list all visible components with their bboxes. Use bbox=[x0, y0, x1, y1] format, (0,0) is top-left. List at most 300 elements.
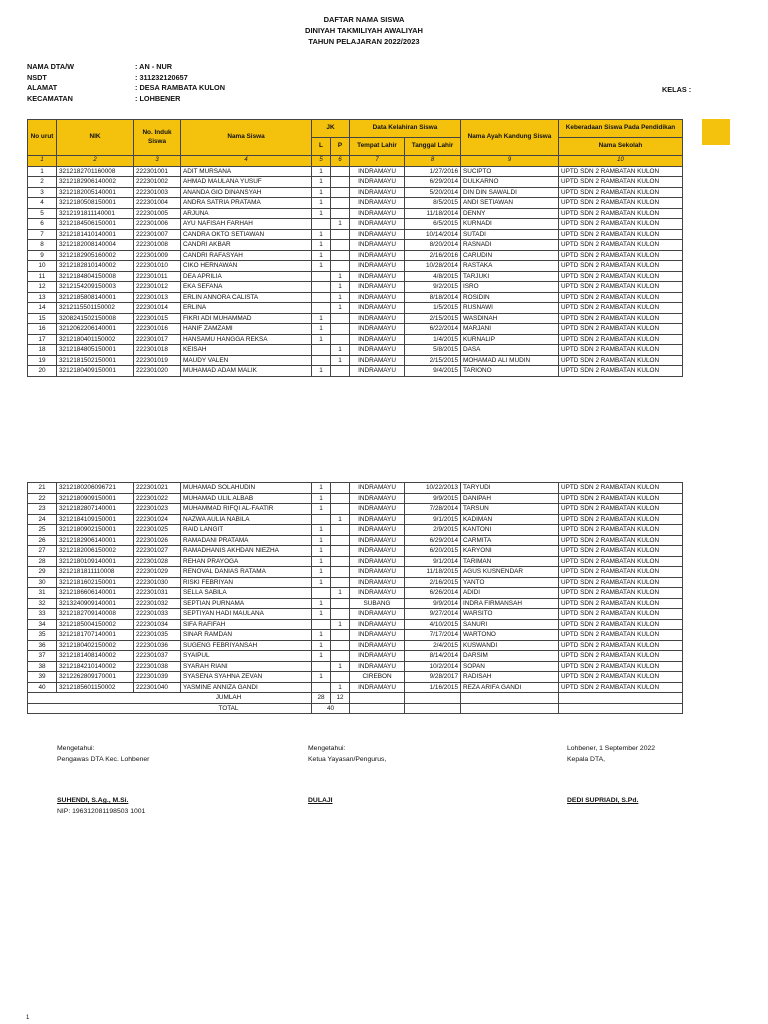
row-nik: 3212181410140001 bbox=[57, 229, 134, 240]
row-nama: RENOVAL DANIAS RATAMA bbox=[181, 567, 312, 578]
student-table-1 bbox=[27, 119, 683, 377]
row-nik: 3212182807140001 bbox=[57, 504, 134, 515]
jumlah-row bbox=[28, 693, 683, 704]
row-nik: 3212180401150002 bbox=[57, 334, 134, 345]
row-p bbox=[331, 546, 350, 557]
table-row bbox=[28, 682, 683, 693]
row-tempat: INDRAMAYU bbox=[350, 609, 405, 620]
row-l: 1 bbox=[312, 598, 331, 609]
row-p bbox=[331, 198, 350, 209]
row-l: 1 bbox=[312, 240, 331, 251]
row-p bbox=[331, 313, 350, 324]
row-nik: 3208241502150008 bbox=[57, 313, 134, 324]
row-p bbox=[331, 229, 350, 240]
row-sekolah: UPTD SDN 2 RAMBATAN KULON bbox=[559, 556, 683, 567]
row-nama: MUHAMAD ADAM MALIK bbox=[181, 366, 312, 377]
row-tanggal: 11/18/2015 bbox=[405, 567, 461, 578]
row-number: 8 bbox=[28, 240, 57, 251]
row-l bbox=[312, 303, 331, 314]
row-sekolah: UPTD SDN 2 RAMBATAN KULON bbox=[559, 672, 683, 683]
row-induk: 222301011 bbox=[134, 271, 181, 282]
row-induk: 222301018 bbox=[134, 345, 181, 356]
row-number: 7 bbox=[28, 229, 57, 240]
row-tanggal: 2/16/2015 bbox=[405, 577, 461, 588]
table-row bbox=[28, 619, 683, 630]
table-row bbox=[28, 577, 683, 588]
row-nik: 3212181602150001 bbox=[57, 577, 134, 588]
table-row bbox=[28, 261, 683, 272]
row-p bbox=[331, 640, 350, 651]
row-tanggal: 2/15/2015 bbox=[405, 313, 461, 324]
row-nama: ERLINA bbox=[181, 303, 312, 314]
row-tanggal: 1/27/2016 bbox=[405, 166, 461, 177]
row-induk: 222301020 bbox=[134, 366, 181, 377]
row-number: 10 bbox=[28, 261, 57, 272]
row-induk: 222301012 bbox=[134, 282, 181, 293]
info-label: NAMA DTA/W bbox=[27, 62, 75, 71]
row-nik: 3212182005140001 bbox=[57, 187, 134, 198]
row-ayah: SUCIPTO bbox=[461, 166, 559, 177]
row-induk: 222301031 bbox=[134, 588, 181, 599]
row-tanggal: 4/10/2015 bbox=[405, 619, 461, 630]
row-induk: 222301039 bbox=[134, 672, 181, 683]
row-tanggal: 9/28/2017 bbox=[405, 672, 461, 683]
row-sekolah: UPTD SDN 2 RAMBATAN KULON bbox=[559, 525, 683, 536]
row-nama: RAMADHANIS AKHDAN NIEZHA bbox=[181, 546, 312, 557]
row-nama: MUHAMAD SOLAHUDIN bbox=[181, 483, 312, 494]
row-nik: 3212184506150001 bbox=[57, 219, 134, 230]
row-p: 1 bbox=[331, 588, 350, 599]
row-tanggal: 6/29/2014 bbox=[405, 535, 461, 546]
row-ayah: AGUS KUSNENDAR bbox=[461, 567, 559, 578]
table-row bbox=[28, 672, 683, 683]
row-tanggal: 10/22/2013 bbox=[405, 483, 461, 494]
column-number-row bbox=[28, 156, 683, 167]
sign-left-line1: Mengetahui: bbox=[57, 745, 95, 752]
row-number: 37 bbox=[28, 651, 57, 662]
row-tanggal: 9/27/2014 bbox=[405, 609, 461, 620]
student-table-2 bbox=[27, 482, 683, 714]
header-no: No urut bbox=[28, 120, 57, 156]
row-ayah: ISRO bbox=[461, 282, 559, 293]
header-tempat: Tempat Lahir bbox=[350, 138, 405, 156]
row-sekolah: UPTD SDN 2 RAMBATAN KULON bbox=[559, 546, 683, 557]
row-ayah: RASTAKA bbox=[461, 261, 559, 272]
row-tempat: INDRAMAYU bbox=[350, 619, 405, 630]
row-sekolah: UPTD SDN 2 RAMBATAN KULON bbox=[559, 261, 683, 272]
row-l bbox=[312, 682, 331, 693]
column-number: 1 bbox=[28, 156, 57, 167]
row-l bbox=[312, 588, 331, 599]
table-row bbox=[28, 598, 683, 609]
row-nama: FIKRI ADI MUHAMMAD bbox=[181, 313, 312, 324]
row-sekolah: UPTD SDN 2 RAMBATAN KULON bbox=[559, 366, 683, 377]
row-l: 1 bbox=[312, 504, 331, 515]
row-nama: ANANDA GIO DINANSYAH bbox=[181, 187, 312, 198]
row-sekolah: UPTD SDN 2 RAMBATAN KULON bbox=[559, 166, 683, 177]
row-nik: 3212182008140004 bbox=[57, 240, 134, 251]
column-number: 4 bbox=[181, 156, 312, 167]
row-l: 1 bbox=[312, 651, 331, 662]
row-nik: 3212182709140008 bbox=[57, 609, 134, 620]
row-tempat: INDRAMAYU bbox=[350, 546, 405, 557]
row-nama: HANIF ZAMZAMI bbox=[181, 324, 312, 335]
table-row bbox=[28, 324, 683, 335]
row-induk: 222301025 bbox=[134, 525, 181, 536]
table-row bbox=[28, 187, 683, 198]
row-nik: 3212182906140001 bbox=[57, 535, 134, 546]
table-row bbox=[28, 355, 683, 366]
row-sekolah: UPTD SDN 2 RAMBATAN KULON bbox=[559, 577, 683, 588]
row-tanggal: 9/2/2015 bbox=[405, 282, 461, 293]
row-induk: 222301014 bbox=[134, 303, 181, 314]
row-nama: MUHAMMAD RIFQI AL-FAATIR bbox=[181, 504, 312, 515]
row-tempat: INDRAMAYU bbox=[350, 208, 405, 219]
row-tanggal: 9/4/2015 bbox=[405, 366, 461, 377]
row-nama: RISKI FEBRIYAN bbox=[181, 577, 312, 588]
row-l: 1 bbox=[312, 198, 331, 209]
row-nama: ADIT MURSANA bbox=[181, 166, 312, 177]
row-number: 40 bbox=[28, 682, 57, 693]
table-row bbox=[28, 588, 683, 599]
row-number: 12 bbox=[28, 282, 57, 293]
sign-left-line2: Pengawas DTA Kec. Lohbener bbox=[57, 756, 150, 763]
document-title bbox=[0, 14, 768, 47]
sign-left-name: SUHENDI, S.Ag., M.Si. bbox=[57, 797, 129, 804]
row-l bbox=[312, 661, 331, 672]
row-ayah: TARSUN bbox=[461, 504, 559, 515]
jumlah-p: 12 bbox=[331, 693, 350, 704]
row-sekolah: UPTD SDN 2 RAMBATAN KULON bbox=[559, 250, 683, 261]
row-nama: HANSAMU HANGGA REKSA bbox=[181, 334, 312, 345]
row-number: 35 bbox=[28, 630, 57, 641]
row-ayah: DENNY bbox=[461, 208, 559, 219]
row-induk: 222301024 bbox=[134, 514, 181, 525]
row-p bbox=[331, 366, 350, 377]
row-tempat: INDRAMAYU bbox=[350, 229, 405, 240]
row-nik: 3213240909140001 bbox=[57, 598, 134, 609]
header-tanggal: Tanggal Lahir bbox=[405, 138, 461, 156]
row-induk: 222301029 bbox=[134, 567, 181, 578]
row-sekolah: UPTD SDN 2 RAMBATAN KULON bbox=[559, 229, 683, 240]
row-induk: 222301022 bbox=[134, 493, 181, 504]
row-tempat: CIREBON bbox=[350, 672, 405, 683]
row-l: 1 bbox=[312, 525, 331, 536]
row-tanggal: 10/14/2014 bbox=[405, 229, 461, 240]
row-induk: 222301030 bbox=[134, 577, 181, 588]
row-induk: 222301023 bbox=[134, 504, 181, 515]
row-nik: 3212184805150001 bbox=[57, 345, 134, 356]
table-row bbox=[28, 208, 683, 219]
table-row bbox=[28, 640, 683, 651]
row-number: 31 bbox=[28, 588, 57, 599]
row-tanggal: 9/9/2015 bbox=[405, 493, 461, 504]
row-sekolah: UPTD SDN 2 RAMBATAN KULON bbox=[559, 619, 683, 630]
title-line-2: DINIYAH TAKMILIYAH AWALIYAH bbox=[305, 26, 423, 35]
row-ayah: WARSITO bbox=[461, 609, 559, 620]
row-tanggal: 6/26/2014 bbox=[405, 588, 461, 599]
row-number: 15 bbox=[28, 313, 57, 324]
row-nama: RAMADANI PRATAMA bbox=[181, 535, 312, 546]
row-l: 1 bbox=[312, 366, 331, 377]
row-nik: 3212182905160002 bbox=[57, 250, 134, 261]
row-tempat: INDRAMAYU bbox=[350, 334, 405, 345]
row-l bbox=[312, 271, 331, 282]
row-tempat: INDRAMAYU bbox=[350, 483, 405, 494]
info-label: NSDT bbox=[27, 72, 47, 82]
row-l: 1 bbox=[312, 546, 331, 557]
row-l: 1 bbox=[312, 261, 331, 272]
row-tempat: INDRAMAYU bbox=[350, 630, 405, 641]
row-p bbox=[331, 493, 350, 504]
row-l: 1 bbox=[312, 556, 331, 567]
table-row bbox=[28, 366, 683, 377]
row-nama: SYARAH RIANI bbox=[181, 661, 312, 672]
school-info bbox=[27, 62, 225, 104]
row-induk: 222301010 bbox=[134, 261, 181, 272]
sign-right-name: DEDI SUPRIADI, S.Pd. bbox=[567, 797, 639, 804]
row-induk: 222301032 bbox=[134, 598, 181, 609]
row-tanggal: 10/2/2014 bbox=[405, 661, 461, 672]
row-p bbox=[331, 250, 350, 261]
row-induk: 222301021 bbox=[134, 483, 181, 494]
row-number: 1 bbox=[28, 166, 57, 177]
row-p bbox=[331, 598, 350, 609]
row-nama: MUHAMAD ULIL ALBAB bbox=[181, 493, 312, 504]
row-ayah: TARIONO bbox=[461, 366, 559, 377]
sign-right-line2: Kepala DTA, bbox=[567, 756, 606, 763]
row-nama: SYAIPUL bbox=[181, 651, 312, 662]
row-p bbox=[331, 672, 350, 683]
row-nama: YASMINE ANNIZA GANDI bbox=[181, 682, 312, 693]
row-sekolah: UPTD SDN 2 RAMBATAN KULON bbox=[559, 292, 683, 303]
row-p bbox=[331, 535, 350, 546]
row-p: 1 bbox=[331, 682, 350, 693]
info-label: KECAMATAN bbox=[27, 93, 73, 103]
row-tempat: INDRAMAYU bbox=[350, 177, 405, 188]
row-induk: 222301036 bbox=[134, 640, 181, 651]
row-tanggal: 6/29/2014 bbox=[405, 177, 461, 188]
row-tanggal: 8/5/2015 bbox=[405, 198, 461, 209]
row-tempat: INDRAMAYU bbox=[350, 682, 405, 693]
row-tempat: INDRAMAYU bbox=[350, 240, 405, 251]
header-nik: NIK bbox=[57, 120, 134, 156]
column-number: 7 bbox=[350, 156, 405, 167]
row-nik: 3212182810140002 bbox=[57, 261, 134, 272]
row-number: 36 bbox=[28, 640, 57, 651]
row-tempat: INDRAMAYU bbox=[350, 366, 405, 377]
row-nama: ERLIN ANNORA CALISTA bbox=[181, 292, 312, 303]
row-nama: REHAN PRAYOGA bbox=[181, 556, 312, 567]
row-tanggal: 11/18/2014 bbox=[405, 208, 461, 219]
row-tanggal: 2/15/2015 bbox=[405, 355, 461, 366]
row-sekolah: UPTD SDN 2 RAMBATAN KULON bbox=[559, 493, 683, 504]
row-l bbox=[312, 292, 331, 303]
row-p bbox=[331, 577, 350, 588]
row-tempat: INDRAMAYU bbox=[350, 324, 405, 335]
row-tempat: INDRAMAYU bbox=[350, 567, 405, 578]
row-tempat: INDRAMAYU bbox=[350, 282, 405, 293]
row-tempat: INDRAMAYU bbox=[350, 303, 405, 314]
row-tempat: INDRAMAYU bbox=[350, 198, 405, 209]
row-sekolah: UPTD SDN 2 RAMBATAN KULON bbox=[559, 324, 683, 335]
row-number: 30 bbox=[28, 577, 57, 588]
row-l: 1 bbox=[312, 166, 331, 177]
sign-mid-name: DULAJI bbox=[308, 797, 333, 804]
row-number: 18 bbox=[28, 345, 57, 356]
row-number: 9 bbox=[28, 250, 57, 261]
row-induk: 222301035 bbox=[134, 630, 181, 641]
row-tempat: INDRAMAYU bbox=[350, 577, 405, 588]
row-tempat: INDRAMAYU bbox=[350, 261, 405, 272]
row-p bbox=[331, 208, 350, 219]
table-row bbox=[28, 525, 683, 536]
row-number: 2 bbox=[28, 177, 57, 188]
row-tempat: INDRAMAYU bbox=[350, 640, 405, 651]
row-p: 1 bbox=[331, 355, 350, 366]
row-sekolah: UPTD SDN 2 RAMBATAN KULON bbox=[559, 661, 683, 672]
header-induk: No. Induk Siswa bbox=[134, 120, 181, 156]
sign-mid-line1: Mengetahui: bbox=[308, 745, 346, 752]
row-tanggal: 1/4/2015 bbox=[405, 334, 461, 345]
column-number: 6 bbox=[331, 156, 350, 167]
row-tempat: INDRAMAYU bbox=[350, 493, 405, 504]
row-induk: 222301026 bbox=[134, 535, 181, 546]
row-l bbox=[312, 282, 331, 293]
row-number: 23 bbox=[28, 504, 57, 515]
row-p bbox=[331, 504, 350, 515]
row-sekolah: UPTD SDN 2 RAMBATAN KULON bbox=[559, 514, 683, 525]
row-nama: SEPTIYAN HADI MAULANA bbox=[181, 609, 312, 620]
row-induk: 222301038 bbox=[134, 661, 181, 672]
row-tempat: INDRAMAYU bbox=[350, 292, 405, 303]
row-tanggal: 2/9/2015 bbox=[405, 525, 461, 536]
row-tempat: INDRAMAYU bbox=[350, 355, 405, 366]
row-sekolah: UPTD SDN 2 RAMBATAN KULON bbox=[559, 504, 683, 515]
row-sekolah: UPTD SDN 2 RAMBATAN KULON bbox=[559, 240, 683, 251]
row-nama: ARJUNA bbox=[181, 208, 312, 219]
row-nik: 3212180902150001 bbox=[57, 525, 134, 536]
row-number: 38 bbox=[28, 661, 57, 672]
row-nama: SINAR RAMDAN bbox=[181, 630, 312, 641]
row-p bbox=[331, 483, 350, 494]
row-ayah: REZA ARIFA GANDI bbox=[461, 682, 559, 693]
row-induk: 222301004 bbox=[134, 198, 181, 209]
row-ayah: ADIDI bbox=[461, 588, 559, 599]
row-l bbox=[312, 514, 331, 525]
column-number: 9 bbox=[461, 156, 559, 167]
column-number: 2 bbox=[57, 156, 134, 167]
row-ayah: ANDI SETIAWAN bbox=[461, 198, 559, 209]
row-sekolah: UPTD SDN 2 RAMBATAN KULON bbox=[559, 282, 683, 293]
row-p bbox=[331, 525, 350, 536]
row-p bbox=[331, 177, 350, 188]
row-l bbox=[312, 619, 331, 630]
header-kelahiran: Data Kelahiran Siswa bbox=[350, 120, 461, 138]
row-number: 32 bbox=[28, 598, 57, 609]
row-induk: 222301019 bbox=[134, 355, 181, 366]
row-induk: 222301006 bbox=[134, 219, 181, 230]
row-p bbox=[331, 166, 350, 177]
row-tempat: INDRAMAYU bbox=[350, 271, 405, 282]
row-l: 1 bbox=[312, 324, 331, 335]
row-nama: SIFA RAFIFAH bbox=[181, 619, 312, 630]
row-nama: ANDRA SATRIA PRATAMA bbox=[181, 198, 312, 209]
row-l: 1 bbox=[312, 483, 331, 494]
table-row bbox=[28, 651, 683, 662]
row-number: 24 bbox=[28, 514, 57, 525]
row-ayah: DARSIM bbox=[461, 651, 559, 662]
row-tanggal: 7/28/2014 bbox=[405, 504, 461, 515]
row-induk: 222301003 bbox=[134, 187, 181, 198]
row-nama: CANDRI RAFASYAH bbox=[181, 250, 312, 261]
row-induk: 222301016 bbox=[134, 324, 181, 335]
row-sekolah: UPTD SDN 2 RAMBATAN KULON bbox=[559, 177, 683, 188]
info-value: : DESA RAMBATA KULON bbox=[135, 83, 225, 92]
row-sekolah: UPTD SDN 2 RAMBATAN KULON bbox=[559, 271, 683, 282]
row-ayah: TARIMAN bbox=[461, 556, 559, 567]
row-ayah: INDRA FIRMANSAH bbox=[461, 598, 559, 609]
table-row bbox=[28, 166, 683, 177]
column-number: 5 bbox=[312, 156, 331, 167]
row-l: 1 bbox=[312, 567, 331, 578]
info-value: : AN - NUR bbox=[135, 62, 173, 71]
sign-right-line1: Lohbener, 1 September 2022 bbox=[567, 745, 656, 752]
header-jk: JK bbox=[312, 120, 350, 138]
table-body-1 bbox=[28, 166, 683, 376]
row-nama: SYASENA SYAHNA ZEVAN bbox=[181, 672, 312, 683]
row-nik: 3212185004150002 bbox=[57, 619, 134, 630]
row-tempat: INDRAMAYU bbox=[350, 525, 405, 536]
row-ayah: SUTADI bbox=[461, 229, 559, 240]
row-tempat: INDRAMAYU bbox=[350, 661, 405, 672]
row-l bbox=[312, 355, 331, 366]
table-row bbox=[28, 345, 683, 356]
row-l: 1 bbox=[312, 250, 331, 261]
row-p: 1 bbox=[331, 514, 350, 525]
row-ayah: KUSWANDI bbox=[461, 640, 559, 651]
row-p: 1 bbox=[331, 271, 350, 282]
row-sekolah: UPTD SDN 2 RAMBATAN KULON bbox=[559, 535, 683, 546]
row-l: 1 bbox=[312, 577, 331, 588]
signature-left bbox=[57, 743, 149, 817]
row-induk: 222301013 bbox=[134, 292, 181, 303]
row-l: 1 bbox=[312, 609, 331, 620]
row-tempat: INDRAMAYU bbox=[350, 166, 405, 177]
row-sekolah: UPTD SDN 2 RAMBATAN KULON bbox=[559, 355, 683, 366]
table-row bbox=[28, 198, 683, 209]
row-number: 13 bbox=[28, 292, 57, 303]
row-tanggal: 8/18/2014 bbox=[405, 292, 461, 303]
jumlah-label: JUMLAH bbox=[28, 693, 312, 704]
row-number: 28 bbox=[28, 556, 57, 567]
row-tanggal: 5/8/2015 bbox=[405, 345, 461, 356]
row-tanggal: 1/16/2015 bbox=[405, 682, 461, 693]
total-row bbox=[28, 703, 683, 714]
row-nama: CANDRI AKBAR bbox=[181, 240, 312, 251]
row-ayah: CARUDIN bbox=[461, 250, 559, 261]
row-sekolah: UPTD SDN 2 RAMBATAN KULON bbox=[559, 630, 683, 641]
row-nama: KEISAH bbox=[181, 345, 312, 356]
row-induk: 222301034 bbox=[134, 619, 181, 630]
row-number: 6 bbox=[28, 219, 57, 230]
row-nik: 3212181811110008 bbox=[57, 567, 134, 578]
table-row bbox=[28, 504, 683, 515]
row-number: 5 bbox=[28, 208, 57, 219]
row-nik: 3212185601150002 bbox=[57, 682, 134, 693]
row-nama: MAUDY VALEN bbox=[181, 355, 312, 366]
row-ayah: DIN DIN SAWALDI bbox=[461, 187, 559, 198]
